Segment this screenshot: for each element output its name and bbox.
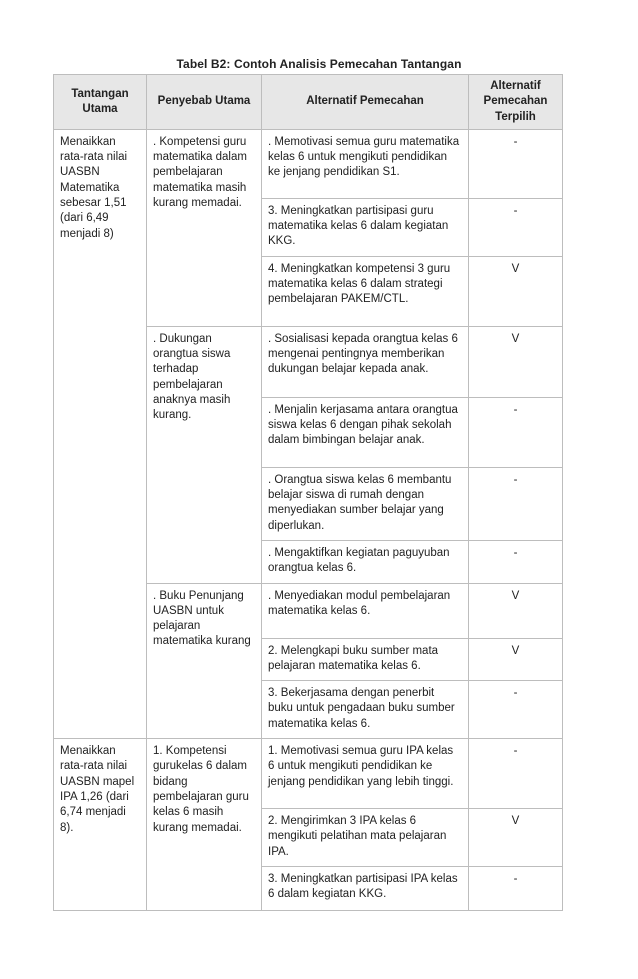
terpilih-cell: - bbox=[469, 397, 563, 467]
header-alternatif: Alternatif Pemecahan bbox=[262, 75, 469, 130]
alternatif-cell: 4. Meningkatkan kompetensi 3 guru matematika kelas 6 dalam strategi pembelajaran PAKEM/CTL. bbox=[262, 256, 469, 326]
terpilih-cell: - bbox=[469, 129, 563, 198]
table-caption: Tabel B2: Contoh Analisis Pemecahan Tantangan bbox=[176, 57, 462, 71]
alternatif-cell: . Orangtua siswa kelas 6 membantu belajar siswa di rumah dengan menyediakan sumber belajar yang diperlukan. bbox=[262, 467, 469, 540]
alternatif-cell: 2. Melengkapi buku sumber mata pelajaran matematika kelas 6. bbox=[262, 638, 469, 681]
penyebab-cell: . Buku Penunjang UASBN untuk pelajaran matematika kurang bbox=[147, 583, 262, 738]
alternatif-cell: 3. Meningkatkan partisipasi guru matematika kelas 6 dalam kegiatan KKG. bbox=[262, 198, 469, 256]
header-tantangan: Tantangan Utama bbox=[54, 75, 147, 130]
alternatif-cell: . Mengaktifkan kegiatan paguyuban orangtua kelas 6. bbox=[262, 540, 469, 583]
alternatif-cell: 3. Bekerjasama dengan penerbit buku untuk pengadaan buku sumber matematika kelas 6. bbox=[262, 681, 469, 739]
header-terpilih: Alternatif Pemecahan Terpilih bbox=[469, 75, 563, 130]
terpilih-cell: - bbox=[469, 467, 563, 540]
terpilih-cell: - bbox=[469, 540, 563, 583]
terpilih-cell: V bbox=[469, 583, 563, 638]
terpilih-cell: - bbox=[469, 866, 563, 910]
alternatif-cell: 2. Mengirimkan 3 IPA kelas 6 mengikuti pelatihan mata pelajaran IPA. bbox=[262, 809, 469, 867]
alternatif-cell: . Menyediakan modul pembelajaran matematika kelas 6. bbox=[262, 583, 469, 638]
terpilih-cell: V bbox=[469, 809, 563, 867]
tantangan-cell: Menaikkan rata-rata nilai UASBN Matematika sebesar 1,51 (dari 6,49 menjadi 8) bbox=[54, 129, 147, 738]
penyebab-cell: . Dukungan orangtua siswa terhadap pembelajaran anaknya masih kurang. bbox=[147, 326, 262, 583]
table-row bbox=[54, 739, 563, 809]
alternatif-cell: . Memotivasi semua guru matematika kelas 6 untuk mengikuti pendidikan ke jenjang pendidikan S1. bbox=[262, 129, 469, 198]
table-header-row bbox=[54, 75, 563, 130]
alternatif-cell: 1. Memotivasi semua guru IPA kelas 6 untuk mengikuti pendidikan ke jenjang pendidikan yang lebih tinggi. bbox=[262, 739, 469, 809]
terpilih-cell: V bbox=[469, 256, 563, 326]
penyebab-cell: . Kompetensi guru matematika dalam pembelajaran matematika masih kurang memadai. bbox=[147, 129, 262, 326]
alternatif-cell: . Menjalin kerjasama antara orangtua siswa kelas 6 dengan pihak sekolah dalam bimbingan belajar anak. bbox=[262, 397, 469, 467]
terpilih-cell: V bbox=[469, 326, 563, 397]
terpilih-cell: - bbox=[469, 739, 563, 809]
terpilih-cell: - bbox=[469, 681, 563, 739]
terpilih-cell: - bbox=[469, 198, 563, 256]
tantangan-cell: Menaikkan rata-rata nilai UASBN mapel IPA 1,26 (dari 6,74 menjadi 8). bbox=[54, 739, 147, 911]
terpilih-cell: V bbox=[469, 638, 563, 681]
penyebab-cell: 1. Kompetensi gurukelas 6 dalam bidang pembelajaran guru kelas 6 masih kurang memadai. bbox=[147, 739, 262, 911]
analysis-table bbox=[53, 74, 563, 911]
table-row bbox=[54, 129, 563, 198]
alternatif-cell: . Sosialisasi kepada orangtua kelas 6 mengenai pentingnya memberikan dukungan belajar kepada anak. bbox=[262, 326, 469, 397]
header-penyebab: Penyebab Utama bbox=[147, 75, 262, 130]
alternatif-cell: 3. Meningkatkan partisipasi IPA kelas 6 dalam kegiatan KKG. bbox=[262, 866, 469, 910]
